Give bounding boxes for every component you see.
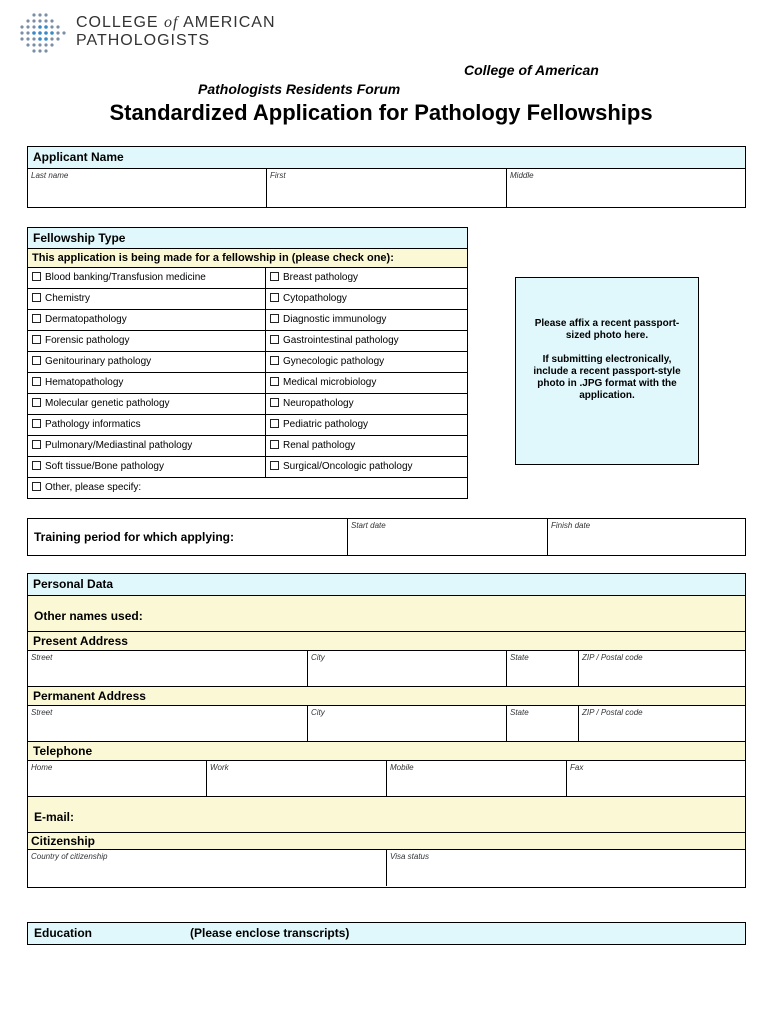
fellowship-type-section: [27, 227, 468, 499]
checkbox-icon[interactable]: [270, 461, 279, 470]
fellowship-type-header: Fellowship Type: [28, 228, 467, 249]
applicant-name-section: [27, 146, 746, 208]
fellowship-option-label: Gastrointestinal pathology: [283, 335, 399, 346]
permanent-address-header: Permanent Address: [28, 687, 745, 706]
visa-status-field[interactable]: Visa status: [390, 852, 429, 861]
fellowship-row: [28, 457, 467, 478]
fellowship-option[interactable]: [28, 457, 266, 477]
fellowship-row: [28, 373, 467, 394]
present-address-row: [28, 651, 745, 687]
fellowship-instruction-row: This application is being made for a fellowship in (please check one):: [28, 249, 467, 268]
checkbox-icon[interactable]: [32, 377, 41, 386]
fellowship-option-label: Neuropathology: [283, 398, 354, 409]
fellowship-option[interactable]: [28, 352, 266, 372]
telephone-header: Telephone: [28, 742, 745, 761]
fellowship-option[interactable]: [266, 331, 468, 351]
fellowship-option[interactable]: [266, 457, 468, 477]
education-section: [27, 922, 746, 945]
fellowship-option[interactable]: [28, 310, 266, 330]
fellowship-option-label: Medical microbiology: [283, 377, 377, 388]
finish-date-field[interactable]: Finish date: [551, 521, 591, 530]
fellowship-option-label: Cytopathology: [283, 293, 347, 304]
fellowship-option[interactable]: [266, 310, 468, 330]
fax-field[interactable]: Fax: [570, 763, 584, 772]
present-zip-field[interactable]: ZIP / Postal code: [582, 653, 643, 662]
checkbox-icon[interactable]: [32, 272, 41, 281]
present-city-field[interactable]: City: [308, 651, 507, 686]
start-date-field[interactable]: Start date: [348, 519, 548, 555]
fellowship-option-label: Forensic pathology: [45, 335, 130, 346]
work-phone-field[interactable]: Work: [207, 761, 387, 796]
fellowship-option-label: Pediatric pathology: [283, 419, 369, 430]
education-header: Education: [34, 926, 93, 940]
permanent-zip-field[interactable]: ZIP / Postal code: [582, 708, 643, 717]
fellowship-option[interactable]: [28, 415, 266, 435]
applicant-name-header: Applicant Name: [28, 147, 745, 169]
fellowship-option-label: Renal pathology: [283, 440, 356, 451]
fellowship-option-label: Molecular genetic pathology: [45, 398, 170, 409]
checkbox-icon[interactable]: [32, 398, 41, 407]
checkbox-icon[interactable]: [32, 419, 41, 428]
fellowship-option-label: Chemistry: [45, 293, 91, 304]
fellowship-option-label: Pulmonary/Mediastinal pathology: [45, 440, 193, 451]
fellowship-row: [28, 331, 467, 352]
permanent-address-row: [28, 706, 745, 742]
checkbox-icon[interactable]: [32, 293, 41, 302]
cap-logo-icon: [20, 12, 66, 54]
fellowship-row: [28, 436, 467, 457]
fellowship-option[interactable]: [266, 394, 468, 414]
fellowship-row: [28, 415, 467, 436]
first-name-field[interactable]: First: [267, 169, 507, 207]
fellowship-option-label: Dermatopathology: [45, 314, 127, 325]
page-title: Standardized Application for Pathology Fellowships: [109, 100, 653, 125]
fellowship-option-label: Blood banking/Transfusion medicine: [45, 272, 206, 283]
fellowship-option-label: Pathology informatics: [45, 419, 141, 430]
checkbox-icon[interactable]: [32, 335, 41, 344]
fellowship-option[interactable]: [266, 436, 468, 456]
permanent-street-field[interactable]: Street: [28, 706, 308, 741]
checkbox-icon[interactable]: [32, 482, 41, 491]
fellowship-option[interactable]: [28, 331, 266, 351]
present-street-field[interactable]: Street: [28, 651, 308, 686]
fellowship-option[interactable]: [266, 415, 468, 435]
present-state-field[interactable]: State: [507, 651, 579, 686]
citizenship-row: [28, 850, 745, 886]
checkbox-icon[interactable]: [270, 440, 279, 449]
fellowship-row: [28, 268, 467, 289]
checkbox-icon[interactable]: [32, 461, 41, 470]
photo-placeholder[interactable]: Please affix a recent passport-sized photo here. If submitting electronically, include a recent passport-style photo in .JPG format with the application.: [515, 277, 699, 465]
permanent-city-field[interactable]: City: [308, 706, 507, 741]
fellowship-option-label: Genitourinary pathology: [45, 356, 152, 367]
email-field[interactable]: E-mail:: [28, 797, 745, 833]
middle-name-field[interactable]: Middle: [510, 171, 534, 180]
checkbox-icon[interactable]: [270, 335, 279, 344]
caption-line-1: College of American: [464, 62, 599, 78]
fellowship-option[interactable]: [28, 373, 266, 393]
permanent-state-field[interactable]: State: [507, 706, 579, 741]
present-address-header: Present Address: [28, 632, 745, 651]
fellowship-other-label: Other, please specify:: [45, 482, 142, 493]
checkbox-icon[interactable]: [270, 272, 279, 281]
checkbox-icon[interactable]: [32, 356, 41, 365]
fellowship-option[interactable]: [266, 289, 468, 309]
fellowship-option-label: Soft tissue/Bone pathology: [45, 461, 164, 472]
checkbox-icon[interactable]: [270, 293, 279, 302]
personal-data-header: Personal Data: [28, 574, 745, 596]
fellowship-option[interactable]: [28, 436, 266, 456]
fellowship-row: [28, 289, 467, 310]
fellowship-option[interactable]: [266, 373, 468, 393]
training-period-label: Training period for which applying:: [34, 530, 235, 544]
fellowship-option-label: Hematopathology: [45, 377, 124, 388]
caption-line-2: Pathologists Residents Forum: [198, 81, 401, 97]
checkbox-icon[interactable]: [32, 314, 41, 323]
checkbox-icon[interactable]: [270, 356, 279, 365]
checkbox-icon[interactable]: [270, 377, 279, 386]
fellowship-option[interactable]: [28, 289, 266, 309]
checkbox-icon[interactable]: [270, 419, 279, 428]
fellowship-option-label: Diagnostic immunology: [283, 314, 387, 325]
fellowship-row: [28, 310, 467, 331]
fellowship-option[interactable]: [28, 394, 266, 414]
personal-data-section: [27, 573, 746, 888]
fellowship-other-row[interactable]: [28, 478, 467, 499]
fellowship-option-label: Breast pathology: [283, 272, 359, 283]
checkbox-icon[interactable]: [32, 440, 41, 449]
mobile-phone-field[interactable]: Mobile: [387, 761, 567, 796]
fellowship-option[interactable]: [28, 268, 266, 288]
training-period-section: [27, 518, 746, 556]
education-note: (Please enclose transcripts): [190, 926, 350, 940]
country-of-citizenship-field[interactable]: Country of citizenship: [28, 850, 387, 886]
other-names-field[interactable]: Other names used:: [28, 596, 745, 632]
fellowship-option[interactable]: [266, 352, 468, 372]
last-name-field[interactable]: Last name: [28, 169, 267, 207]
telephone-row: [28, 761, 745, 797]
citizenship-header: Citizenship: [28, 833, 745, 850]
checkbox-icon[interactable]: [270, 398, 279, 407]
cap-logo-text: COLLEGE of AMERICAN PATHOLOGISTS: [76, 14, 276, 49]
fellowship-row: [28, 394, 467, 415]
checkbox-icon[interactable]: [270, 314, 279, 323]
home-phone-field[interactable]: Home: [28, 761, 207, 796]
fellowship-option-label: Gynecologic pathology: [283, 356, 385, 367]
fellowship-option-label: Surgical/Oncologic pathology: [283, 461, 413, 472]
fellowship-option[interactable]: [266, 268, 468, 288]
fellowship-row: [28, 352, 467, 373]
